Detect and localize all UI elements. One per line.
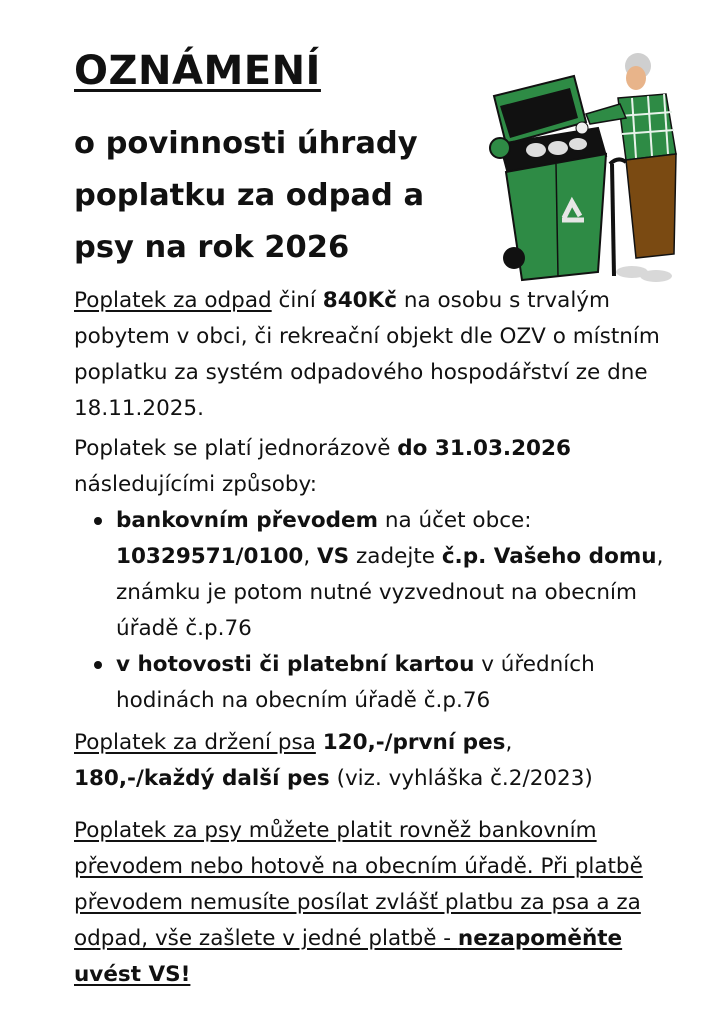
dog-fee-first: 120,-/první pes <box>322 730 506 755</box>
payment-paragraph: Poplatek se platí jednorázově do 31.03.2026 následujícími způsoby: <box>74 436 571 497</box>
list-item: v hotovosti či platební kartou v úředních hodinách na obecním úřadě č.p.76 <box>116 647 674 719</box>
page-subtitle: o povinnosti úhrady poplatku za odpad a psy na rok 2026 <box>74 126 425 265</box>
bank-account-number: 10329571/0100 <box>116 544 304 569</box>
payment-methods-list <box>74 503 674 719</box>
waste-fee-paragraph: Poplatek za odpad činí 840Kč na osobu s trvalým pobytem v obci, či rekreační objekt dle OZV o místním poplatku za systém odpadového hospodářství ze dne 18.11.2025. <box>74 288 660 421</box>
waste-fee-amount: 840Kč <box>322 288 398 313</box>
dog-fee-paragraph: Poplatek za držení psa 120,-/první pes, 180,-/každý další pes (viz. vyhláška č.2/2023) <box>74 730 593 791</box>
recycling-bin-icon <box>486 44 682 290</box>
dog-fee-label: Poplatek za držení psa <box>74 730 316 755</box>
dog-fee-other: 180,-/každý další pes <box>74 766 330 791</box>
vs-reminder: nezapoměňte uvést VS! <box>74 926 623 987</box>
list-item: bankovním převodem na účet obce: 10329571/0100, VS zadejte č.p. Vašeho domu, známku je potom nutné vyzvednout na obecním úřadě č.p.76 <box>116 503 674 647</box>
elderly-man-recycling-bin-illustration <box>486 44 682 290</box>
waste-fee-label: Poplatek za odpad <box>74 288 272 313</box>
payment-deadline: do 31.03.2026 <box>397 436 571 461</box>
notice-body <box>74 283 674 993</box>
payment-note: Poplatek za psy můžete platit rovněž bankovním převodem nebo hotově na obecním úřadě. Při platbě převodem nemusíte posílat zvlášť platbu za psa a za odpad, vše zašlete v jedné platbě - nezapoměňte uvést VS! <box>74 818 643 987</box>
page-title: OZNÁMENÍ <box>74 48 321 94</box>
